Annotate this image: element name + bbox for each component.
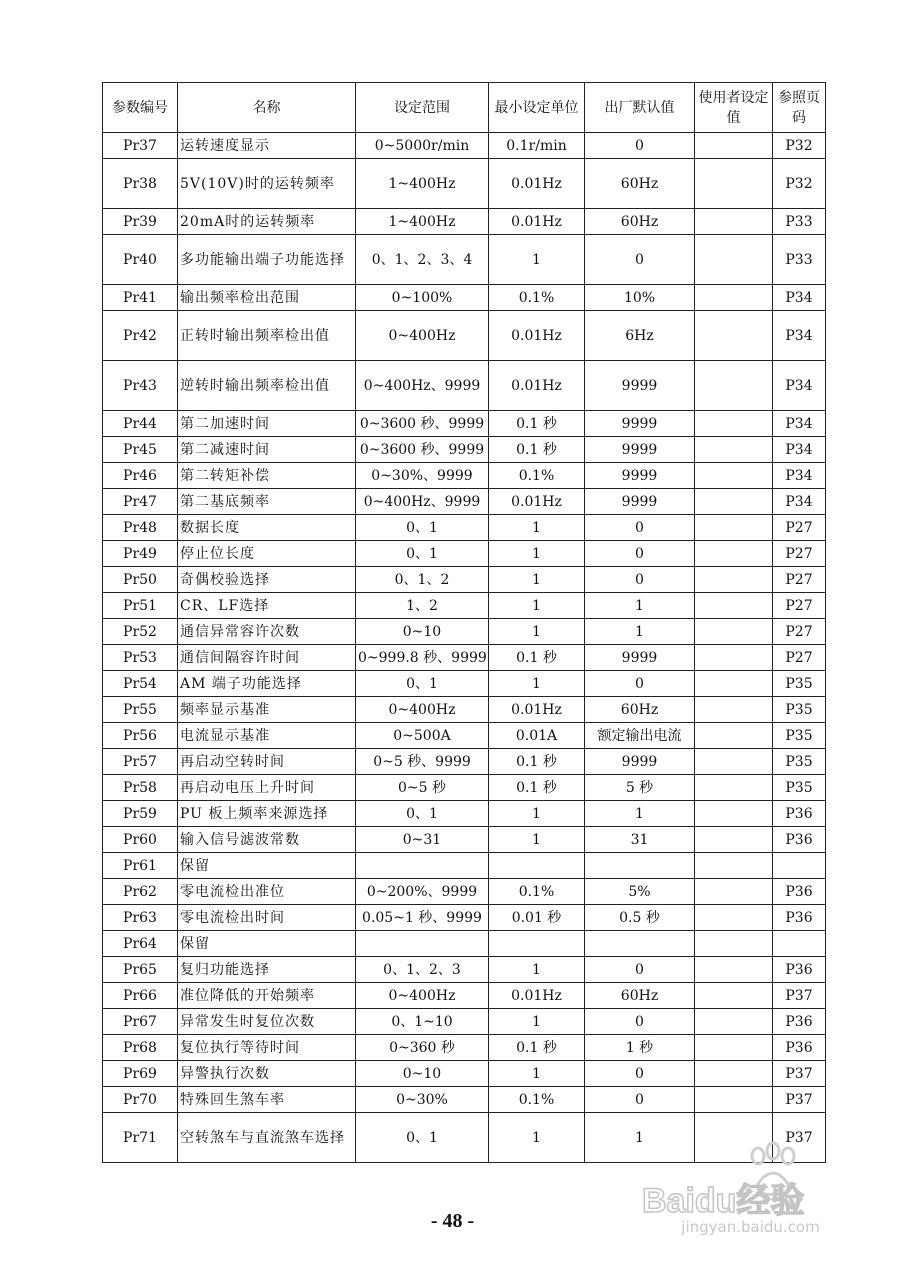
- param-name-cell: 逆转时输出频率检出值: [178, 361, 356, 411]
- range-cell: 0~30%、9999: [356, 463, 489, 489]
- page-ref-cell: P27: [773, 541, 826, 567]
- param-name-cell: 复归功能选择: [178, 957, 356, 983]
- table-row: [103, 593, 826, 619]
- param-name-cell: 第二减速时间: [178, 437, 356, 463]
- user-value-cell: [695, 133, 773, 159]
- page-ref-cell: P34: [773, 285, 826, 311]
- page-ref-cell: P37: [773, 1113, 826, 1163]
- table-row: [103, 159, 826, 209]
- page-ref-cell: P32: [773, 133, 826, 159]
- unit-cell: 0.01Hz: [489, 489, 585, 515]
- default-cell: 1: [585, 801, 695, 827]
- baidu-paw-logo-icon: [640, 1140, 855, 1220]
- unit-cell: 1: [489, 827, 585, 853]
- unit-cell: 0.01Hz: [489, 361, 585, 411]
- page-ref-cell: P34: [773, 311, 826, 361]
- user-value-cell: [695, 827, 773, 853]
- param-id-cell: Pr39: [103, 209, 178, 235]
- param-name-cell: 异常发生时复位次数: [178, 1009, 356, 1035]
- table-row: [103, 515, 826, 541]
- param-name-cell: 5V(10V)时的运转频率: [178, 159, 356, 209]
- range-cell: [356, 931, 489, 957]
- table-row: [103, 567, 826, 593]
- default-cell: 9999: [585, 749, 695, 775]
- param-id-cell: Pr60: [103, 827, 178, 853]
- default-cell: 31: [585, 827, 695, 853]
- unit-cell: 0.01Hz: [489, 311, 585, 361]
- page-ref-cell: P35: [773, 671, 826, 697]
- default-cell: 0: [585, 957, 695, 983]
- range-cell: 0.05~1 秒、9999: [356, 905, 489, 931]
- default-cell: 1 秒: [585, 1035, 695, 1061]
- column-header: 名称: [178, 83, 356, 133]
- page-ref-cell: P32: [773, 159, 826, 209]
- user-value-cell: [695, 463, 773, 489]
- unit-cell: 0.1 秒: [489, 775, 585, 801]
- user-value-cell: [695, 983, 773, 1009]
- page-ref-cell: P36: [773, 879, 826, 905]
- table-row: [103, 1061, 826, 1087]
- param-id-cell: Pr58: [103, 775, 178, 801]
- default-cell: 60Hz: [585, 697, 695, 723]
- column-header: 出厂默认值: [585, 83, 695, 133]
- user-value-cell: [695, 775, 773, 801]
- user-value-cell: [695, 311, 773, 361]
- range-cell: 0~400Hz、9999: [356, 489, 489, 515]
- page-ref-cell: P27: [773, 645, 826, 671]
- table-row: [103, 489, 826, 515]
- unit-cell: 0.01A: [489, 723, 585, 749]
- unit-cell: 1: [489, 619, 585, 645]
- param-name-cell: 输入信号滤波常数: [178, 827, 356, 853]
- column-header: 使用者设定值: [695, 83, 773, 133]
- page-ref-cell: P34: [773, 361, 826, 411]
- param-id-cell: Pr47: [103, 489, 178, 515]
- user-value-cell: [695, 957, 773, 983]
- parameter-table: [102, 82, 826, 1163]
- param-name-cell: 零电流检出准位: [178, 879, 356, 905]
- unit-cell: 0.1%: [489, 1087, 585, 1113]
- param-name-cell: 运转速度显示: [178, 133, 356, 159]
- range-cell: 0~30%: [356, 1087, 489, 1113]
- range-cell: 0~360 秒: [356, 1035, 489, 1061]
- param-name-cell: 再启动电压上升时间: [178, 775, 356, 801]
- default-cell: 5%: [585, 879, 695, 905]
- range-cell: 0~3600 秒、9999: [356, 437, 489, 463]
- unit-cell: [489, 931, 585, 957]
- param-name-cell: 第二加速时间: [178, 411, 356, 437]
- column-header: 最小设定单位: [489, 83, 585, 133]
- range-cell: 0~5 秒: [356, 775, 489, 801]
- table-row: [103, 1087, 826, 1113]
- page-number: - 48 -: [430, 1210, 475, 1232]
- user-value-cell: [695, 567, 773, 593]
- param-name-cell: 电流显示基准: [178, 723, 356, 749]
- unit-cell: 0.1 秒: [489, 1035, 585, 1061]
- table-row: [103, 619, 826, 645]
- user-value-cell: [695, 285, 773, 311]
- unit-cell: 1: [489, 593, 585, 619]
- param-id-cell: Pr62: [103, 879, 178, 905]
- range-cell: 0~400Hz: [356, 311, 489, 361]
- range-cell: 0~31: [356, 827, 489, 853]
- default-cell: 60Hz: [585, 983, 695, 1009]
- table-row: [103, 645, 826, 671]
- range-cell: 0~400Hz、9999: [356, 361, 489, 411]
- param-id-cell: Pr45: [103, 437, 178, 463]
- param-name-cell: 再启动空转时间: [178, 749, 356, 775]
- user-value-cell: [695, 593, 773, 619]
- page-ref-cell: P35: [773, 775, 826, 801]
- range-cell: 0~5 秒、9999: [356, 749, 489, 775]
- page-ref-cell: P27: [773, 593, 826, 619]
- default-cell: 0: [585, 235, 695, 285]
- user-value-cell: [695, 209, 773, 235]
- default-cell: 0: [585, 541, 695, 567]
- range-cell: 0~100%: [356, 285, 489, 311]
- table-row: [103, 361, 826, 411]
- table-row: [103, 879, 826, 905]
- param-id-cell: Pr66: [103, 983, 178, 1009]
- column-header: 参数编号: [103, 83, 178, 133]
- range-cell: 1、2: [356, 593, 489, 619]
- table-row: [103, 723, 826, 749]
- user-value-cell: [695, 411, 773, 437]
- page-ref-cell: P27: [773, 567, 826, 593]
- table-row: [103, 1035, 826, 1061]
- page-ref-cell: P33: [773, 235, 826, 285]
- table-row: [103, 905, 826, 931]
- unit-cell: 0.1%: [489, 463, 585, 489]
- range-cell: 0、1、2、3: [356, 957, 489, 983]
- default-cell: 额定输出电流: [585, 723, 695, 749]
- param-name-cell: 通信异常容许次数: [178, 619, 356, 645]
- range-cell: 0、1: [356, 541, 489, 567]
- unit-cell: 0.01Hz: [489, 159, 585, 209]
- user-value-cell: [695, 489, 773, 515]
- param-id-cell: Pr61: [103, 853, 178, 879]
- default-cell: 9999: [585, 463, 695, 489]
- param-name-cell: 空转煞车与直流煞车选择: [178, 1113, 356, 1163]
- default-cell: [585, 931, 695, 957]
- page-ref-cell: [773, 931, 826, 957]
- unit-cell: 1: [489, 1061, 585, 1087]
- range-cell: 0~10: [356, 619, 489, 645]
- param-id-cell: Pr48: [103, 515, 178, 541]
- param-id-cell: Pr54: [103, 671, 178, 697]
- table-row: [103, 235, 826, 285]
- range-cell: 0~400Hz: [356, 697, 489, 723]
- param-name-cell: 复位执行等待时间: [178, 1035, 356, 1061]
- param-name-cell: 正转时输出频率检出值: [178, 311, 356, 361]
- param-name-cell: 20mA时的运转频率: [178, 209, 356, 235]
- param-id-cell: Pr41: [103, 285, 178, 311]
- user-value-cell: [695, 235, 773, 285]
- page-ref-cell: P36: [773, 1035, 826, 1061]
- user-value-cell: [695, 361, 773, 411]
- unit-cell: 1: [489, 957, 585, 983]
- param-id-cell: Pr71: [103, 1113, 178, 1163]
- default-cell: 9999: [585, 361, 695, 411]
- table-row: [103, 311, 826, 361]
- param-id-cell: Pr57: [103, 749, 178, 775]
- user-value-cell: [695, 1061, 773, 1087]
- unit-cell: 1: [489, 235, 585, 285]
- param-id-cell: Pr53: [103, 645, 178, 671]
- unit-cell: 0.1 秒: [489, 437, 585, 463]
- table-row: [103, 983, 826, 1009]
- range-cell: 1~400Hz: [356, 209, 489, 235]
- page-ref-cell: P37: [773, 983, 826, 1009]
- unit-cell: 0.01 秒: [489, 905, 585, 931]
- range-cell: 0、1: [356, 801, 489, 827]
- default-cell: 0: [585, 1061, 695, 1087]
- default-cell: 1: [585, 1113, 695, 1163]
- default-cell: 10%: [585, 285, 695, 311]
- unit-cell: 1: [489, 671, 585, 697]
- user-value-cell: [695, 645, 773, 671]
- baidu-watermark: [640, 1140, 855, 1245]
- param-name-cell: 保留: [178, 853, 356, 879]
- unit-cell: 0.1 秒: [489, 411, 585, 437]
- range-cell: 0、1、2: [356, 567, 489, 593]
- default-cell: 0.5 秒: [585, 905, 695, 931]
- table-row: [103, 775, 826, 801]
- page-ref-cell: P36: [773, 827, 826, 853]
- default-cell: 1: [585, 593, 695, 619]
- range-cell: 0、1: [356, 671, 489, 697]
- param-name-cell: 停止位长度: [178, 541, 356, 567]
- user-value-cell: [695, 879, 773, 905]
- unit-cell: 0.1%: [489, 879, 585, 905]
- param-id-cell: Pr44: [103, 411, 178, 437]
- user-value-cell: [695, 905, 773, 931]
- default-cell: 60Hz: [585, 209, 695, 235]
- param-id-cell: Pr52: [103, 619, 178, 645]
- user-value-cell: [695, 749, 773, 775]
- param-id-cell: Pr37: [103, 133, 178, 159]
- param-id-cell: Pr59: [103, 801, 178, 827]
- table-row: [103, 697, 826, 723]
- param-name-cell: 输出频率检出范围: [178, 285, 356, 311]
- page-ref-cell: [773, 853, 826, 879]
- table-row: [103, 437, 826, 463]
- page-ref-cell: P34: [773, 437, 826, 463]
- table-row: [103, 957, 826, 983]
- table-row: [103, 853, 826, 879]
- watermark-url: jingyan.baidu.com: [681, 1218, 820, 1236]
- table-row: [103, 541, 826, 567]
- page-ref-cell: P27: [773, 619, 826, 645]
- param-id-cell: Pr43: [103, 361, 178, 411]
- param-id-cell: Pr51: [103, 593, 178, 619]
- param-name-cell: PU 板上频率来源选择: [178, 801, 356, 827]
- param-name-cell: 多功能输出端子功能选择: [178, 235, 356, 285]
- table-body: [103, 133, 826, 1163]
- param-id-cell: Pr64: [103, 931, 178, 957]
- page-ref-cell: P36: [773, 801, 826, 827]
- user-value-cell: [695, 671, 773, 697]
- table-row: [103, 671, 826, 697]
- param-id-cell: Pr50: [103, 567, 178, 593]
- range-cell: 1~400Hz: [356, 159, 489, 209]
- param-id-cell: Pr65: [103, 957, 178, 983]
- watermark-logo-text: Baidu经验: [642, 1182, 805, 1220]
- page-ref-cell: P35: [773, 749, 826, 775]
- table-row: [103, 827, 826, 853]
- table-row: [103, 411, 826, 437]
- column-header: 设定范围: [356, 83, 489, 133]
- param-id-cell: Pr55: [103, 697, 178, 723]
- table-header-row: [103, 83, 826, 133]
- range-cell: 0、1~10: [356, 1009, 489, 1035]
- default-cell: 5 秒: [585, 775, 695, 801]
- default-cell: 9999: [585, 489, 695, 515]
- unit-cell: 0.1 秒: [489, 749, 585, 775]
- param-name-cell: 零电流检出时间: [178, 905, 356, 931]
- user-value-cell: [695, 931, 773, 957]
- user-value-cell: [695, 619, 773, 645]
- range-cell: 0~500A: [356, 723, 489, 749]
- range-cell: 0~999.8 秒、9999: [356, 645, 489, 671]
- page-ref-cell: P37: [773, 1087, 826, 1113]
- default-cell: 0: [585, 671, 695, 697]
- user-value-cell: [695, 515, 773, 541]
- column-header: 参照页码: [773, 83, 826, 133]
- unit-cell: 0.01Hz: [489, 697, 585, 723]
- range-cell: 0~400Hz: [356, 983, 489, 1009]
- page-ref-cell: P35: [773, 723, 826, 749]
- table-row: [103, 801, 826, 827]
- range-cell: [356, 853, 489, 879]
- unit-cell: 0.01Hz: [489, 209, 585, 235]
- default-cell: 0: [585, 567, 695, 593]
- param-name-cell: 特殊回生煞车率: [178, 1087, 356, 1113]
- default-cell: 1: [585, 619, 695, 645]
- unit-cell: 1: [489, 801, 585, 827]
- default-cell: 0: [585, 133, 695, 159]
- param-id-cell: Pr40: [103, 235, 178, 285]
- unit-cell: 1: [489, 541, 585, 567]
- default-cell: 0: [585, 1087, 695, 1113]
- param-name-cell: 准位降低的开始频率: [178, 983, 356, 1009]
- default-cell: 6Hz: [585, 311, 695, 361]
- default-cell: 9999: [585, 411, 695, 437]
- param-name-cell: 保留: [178, 931, 356, 957]
- param-id-cell: Pr42: [103, 311, 178, 361]
- page-ref-cell: P36: [773, 1009, 826, 1035]
- page-ref-cell: P34: [773, 463, 826, 489]
- table-row: [103, 463, 826, 489]
- default-cell: 60Hz: [585, 159, 695, 209]
- unit-cell: 0.01Hz: [489, 983, 585, 1009]
- page-ref-cell: P35: [773, 697, 826, 723]
- range-cell: 0、1、2、3、4: [356, 235, 489, 285]
- user-value-cell: [695, 853, 773, 879]
- unit-cell: 1: [489, 1113, 585, 1163]
- default-cell: 0: [585, 515, 695, 541]
- user-value-cell: [695, 1009, 773, 1035]
- table-row: [103, 931, 826, 957]
- table-row: [103, 209, 826, 235]
- range-cell: 0~3600 秒、9999: [356, 411, 489, 437]
- user-value-cell: [695, 1087, 773, 1113]
- param-name-cell: 奇偶校验选择: [178, 567, 356, 593]
- param-id-cell: Pr49: [103, 541, 178, 567]
- range-cell: 0、1: [356, 1113, 489, 1163]
- user-value-cell: [695, 1035, 773, 1061]
- page-ref-cell: P37: [773, 1061, 826, 1087]
- range-cell: 0~200%、9999: [356, 879, 489, 905]
- param-name-cell: 异警执行次数: [178, 1061, 356, 1087]
- param-name-cell: 通信间隔容许时间: [178, 645, 356, 671]
- page-ref-cell: P34: [773, 489, 826, 515]
- param-name-cell: AM 端子功能选择: [178, 671, 356, 697]
- range-cell: 0、1: [356, 515, 489, 541]
- table-row: [103, 1009, 826, 1035]
- param-id-cell: Pr56: [103, 723, 178, 749]
- unit-cell: [489, 853, 585, 879]
- default-cell: 0: [585, 1009, 695, 1035]
- unit-cell: 1: [489, 1009, 585, 1035]
- param-id-cell: Pr67: [103, 1009, 178, 1035]
- user-value-cell: [695, 437, 773, 463]
- param-id-cell: Pr69: [103, 1061, 178, 1087]
- unit-cell: 1: [489, 515, 585, 541]
- unit-cell: 1: [489, 567, 585, 593]
- page-ref-cell: P36: [773, 957, 826, 983]
- page-ref-cell: P34: [773, 411, 826, 437]
- param-id-cell: Pr63: [103, 905, 178, 931]
- user-value-cell: [695, 723, 773, 749]
- param-id-cell: Pr38: [103, 159, 178, 209]
- page-ref-cell: P33: [773, 209, 826, 235]
- user-value-cell: [695, 801, 773, 827]
- default-cell: 9999: [585, 437, 695, 463]
- param-name-cell: 第二转矩补偿: [178, 463, 356, 489]
- param-id-cell: Pr68: [103, 1035, 178, 1061]
- param-name-cell: CR、LF选择: [178, 593, 356, 619]
- range-cell: 0~5000r/min: [356, 133, 489, 159]
- table-row: [103, 285, 826, 311]
- page-ref-cell: P36: [773, 905, 826, 931]
- param-name-cell: 频率显示基准: [178, 697, 356, 723]
- param-id-cell: Pr70: [103, 1087, 178, 1113]
- table-row: [103, 749, 826, 775]
- page-ref-cell: P27: [773, 515, 826, 541]
- unit-cell: 0.1r/min: [489, 133, 585, 159]
- param-name-cell: 数据长度: [178, 515, 356, 541]
- user-value-cell: [695, 159, 773, 209]
- default-cell: [585, 853, 695, 879]
- user-value-cell: [695, 541, 773, 567]
- default-cell: 9999: [585, 645, 695, 671]
- param-id-cell: Pr46: [103, 463, 178, 489]
- unit-cell: 0.1%: [489, 285, 585, 311]
- table-row: [103, 133, 826, 159]
- range-cell: 0~10: [356, 1061, 489, 1087]
- unit-cell: 0.1 秒: [489, 645, 585, 671]
- param-name-cell: 第二基底频率: [178, 489, 356, 515]
- user-value-cell: [695, 697, 773, 723]
